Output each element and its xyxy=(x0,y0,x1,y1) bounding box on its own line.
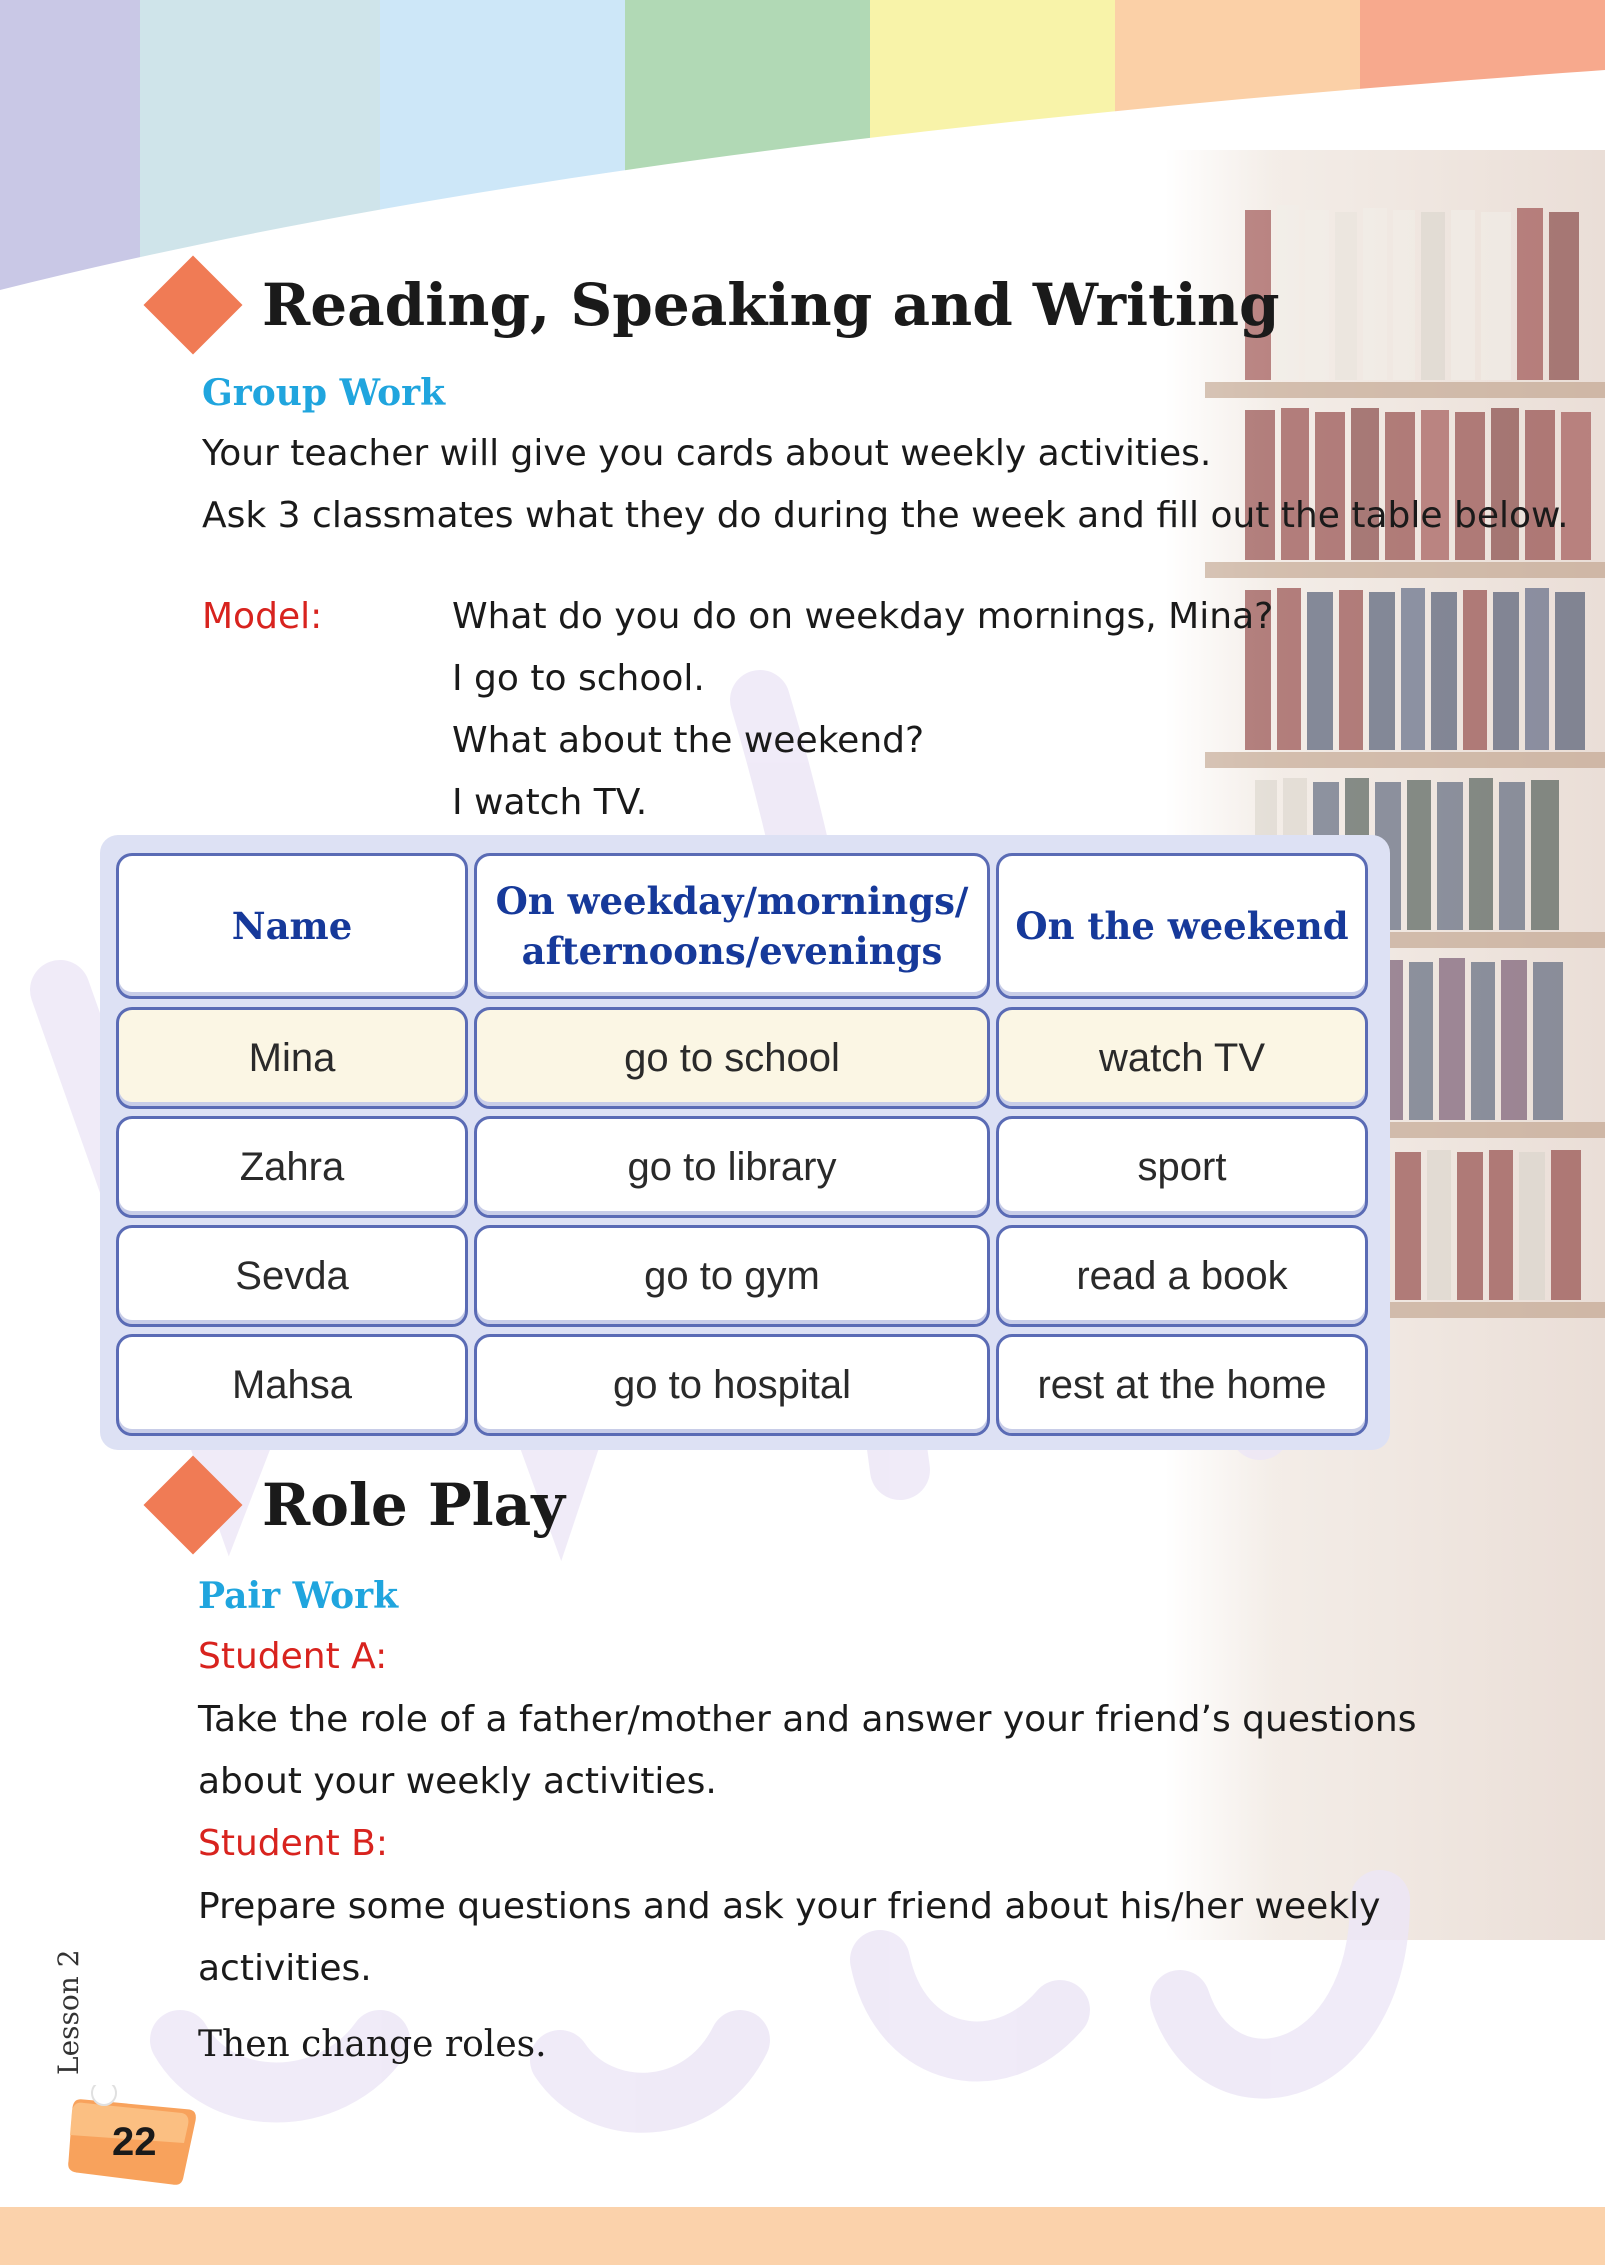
student-a-line-1: Take the role of a father/mother and answer your friend’s questions xyxy=(198,1699,1417,1740)
student-b-line-2: activities. xyxy=(198,1948,372,1989)
table-cell: read a book xyxy=(996,1225,1368,1327)
table-cell: sport xyxy=(996,1116,1368,1218)
student-b-line-1: Prepare some questions and ask your friend about his/her weekly xyxy=(198,1886,1381,1927)
activities-table xyxy=(100,835,1390,1450)
model-line-1: What do you do on weekday mornings, Mina? xyxy=(452,596,1274,637)
diamond-bullet-icon xyxy=(144,256,243,355)
closing-line: Then change roles. xyxy=(198,2024,547,2065)
table-cell: Mahsa xyxy=(116,1334,468,1436)
page-number: 22 xyxy=(112,2120,157,2164)
table-cell: watch TV xyxy=(996,1007,1368,1109)
section-title: Role Play xyxy=(262,1471,565,1539)
table-cell: go to library xyxy=(474,1116,990,1218)
model-line-2: I go to school. xyxy=(452,658,705,699)
model-line-3: What about the weekend? xyxy=(452,720,925,761)
section-heading-reading xyxy=(158,270,1280,340)
table-cell: go to school xyxy=(474,1007,990,1109)
instruction-line-2: Ask 3 classmates what they do during the week and fill out the table below. xyxy=(202,495,1569,536)
bottom-bar xyxy=(0,2207,1605,2265)
instruction-line-1: Your teacher will give you cards about weekly activities. xyxy=(202,433,1212,474)
table-cell: Sevda xyxy=(116,1225,468,1327)
model-label: Model: xyxy=(202,596,323,637)
student-a-line-2: about your weekly activities. xyxy=(198,1761,717,1802)
lesson-label: Lesson 2 xyxy=(52,1949,85,2075)
section-title: Reading, Speaking and Writing xyxy=(262,271,1280,339)
model-line-4: I watch TV. xyxy=(452,782,648,823)
student-a-label: Student A: xyxy=(198,1636,388,1677)
header-weekday: On weekday/mornings/ afternoons/evenings xyxy=(474,853,990,999)
table-cell: Zahra xyxy=(116,1116,468,1218)
table-cell: go to hospital xyxy=(474,1334,990,1436)
header-name: Name xyxy=(116,853,468,999)
table-cell: rest at the home xyxy=(996,1334,1368,1436)
header-weekend: On the weekend xyxy=(996,853,1368,999)
table-cell: Mina xyxy=(116,1007,468,1109)
student-b-label: Student B: xyxy=(198,1823,388,1864)
group-work-label: Group Work xyxy=(202,372,446,414)
table-cell: go to gym xyxy=(474,1225,990,1327)
diamond-bullet-icon xyxy=(144,1456,243,1555)
pair-work-label: Pair Work xyxy=(198,1575,399,1617)
section-heading-role-play xyxy=(158,1470,565,1540)
